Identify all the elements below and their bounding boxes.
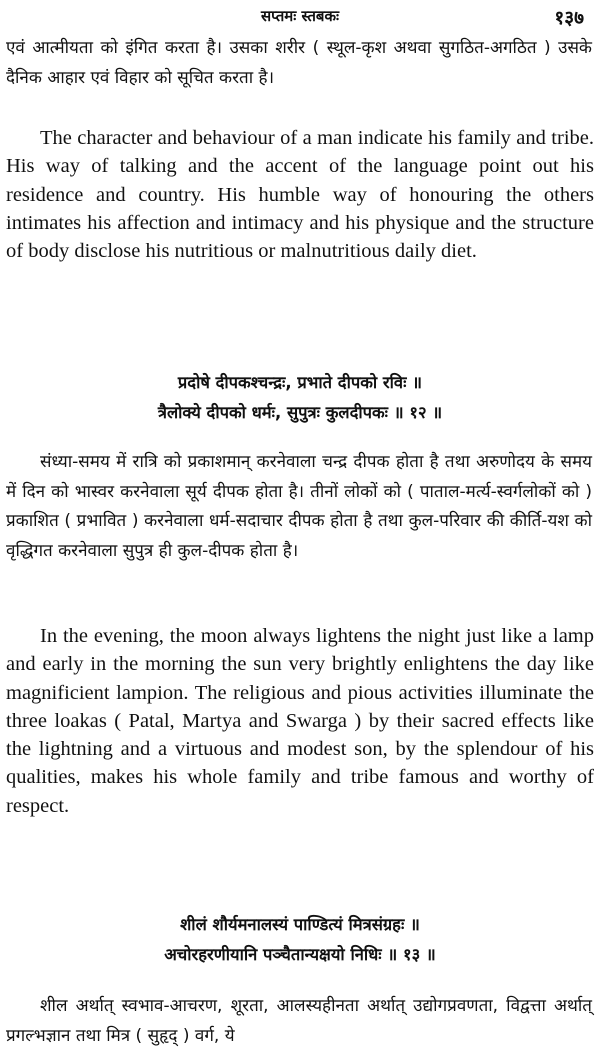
page-number: १३७ bbox=[554, 7, 584, 29]
page-header bbox=[0, 4, 600, 32]
verse-12 bbox=[0, 368, 600, 428]
verse-13 bbox=[0, 910, 600, 970]
running-head: सप्तमः स्तबकः bbox=[260, 7, 340, 25]
english-paragraph-2: In the evening, the moon always lightens the night just like a lamp and early in the morning the sun very brightly enlightens the day like magnificient lampion. The religious and pious activities illuminate the three loakas ( Patal, Martya and Swarga ) by their sacred effects like the lightning and a virtuous and modest son, by the splendour of his qualities, makes his whole family and tribe famous and worthy of respect. bbox=[6, 625, 594, 817]
verse-13-line-2: अचोरहरणीयानि पञ्चैतान्यक्षयो निधिः ॥ १३ ॥ bbox=[164, 945, 436, 964]
verse-13-line-1: शीलं शौर्यमनालस्यं पाण्डित्यं मित्रसंग्रहः ॥ bbox=[180, 915, 420, 934]
verse-12-line-2: त्रैलोक्ये दीपको धर्मः, सुपुत्रः कुलदीपकः ॥ १२ ॥ bbox=[157, 403, 443, 422]
hindi-paragraph-3: शील अर्थात् स्वभाव-आचरण, शूरता, आलस्यहीनता अर्थात् उद्योगप्रवणता, विद्वत्ता अर्थात् प्रगल्भज्ञान तथा मित्र ( सुहृद् ) वर्ग, ये bbox=[6, 996, 592, 1046]
verse-12-line-1: प्रदोषे दीपकश्चन्द्रः, प्रभाते दीपको रविः ॥ bbox=[177, 373, 423, 392]
hindi-paragraph-2: संध्या-समय में रात्रि को प्रकाशमान् करनेवाला चन्द्र दीपक होता है तथा अरुणोदय के समय में दिन को भास्वर करनेवाला सूर्य दीपक होता है। तीनों लोकों को ( पाताल-मर्त्य-स्वर्गलोकों को ) प्रकाशित ( प्रभावित ) करनेवाला धर्म-सदाचार दीपक होता है तथा कुल-परिवार की कीर्ति-यश को वृद्धिगत करनेवाला सुपुत्र ही कुल-दीपक होता है। bbox=[6, 452, 592, 561]
english-paragraph-1: The character and behaviour of a man indicate his family and tribe. His way of talking and the accent of the language point out his residence and country. His humble way of honouring the others intimates his affection and intimacy and his physique and the structure of body disclose his nutritious or malnutritious daily diet. bbox=[6, 127, 594, 263]
hindi-paragraph-continued: एवं आत्मीयता को इंगित करता है। उसका शरीर ( स्थूल-कृश अथवा सुगठित-अगठित ) उसके दैनिक आहार एवं विहार को सूचित करता है। bbox=[6, 38, 592, 88]
